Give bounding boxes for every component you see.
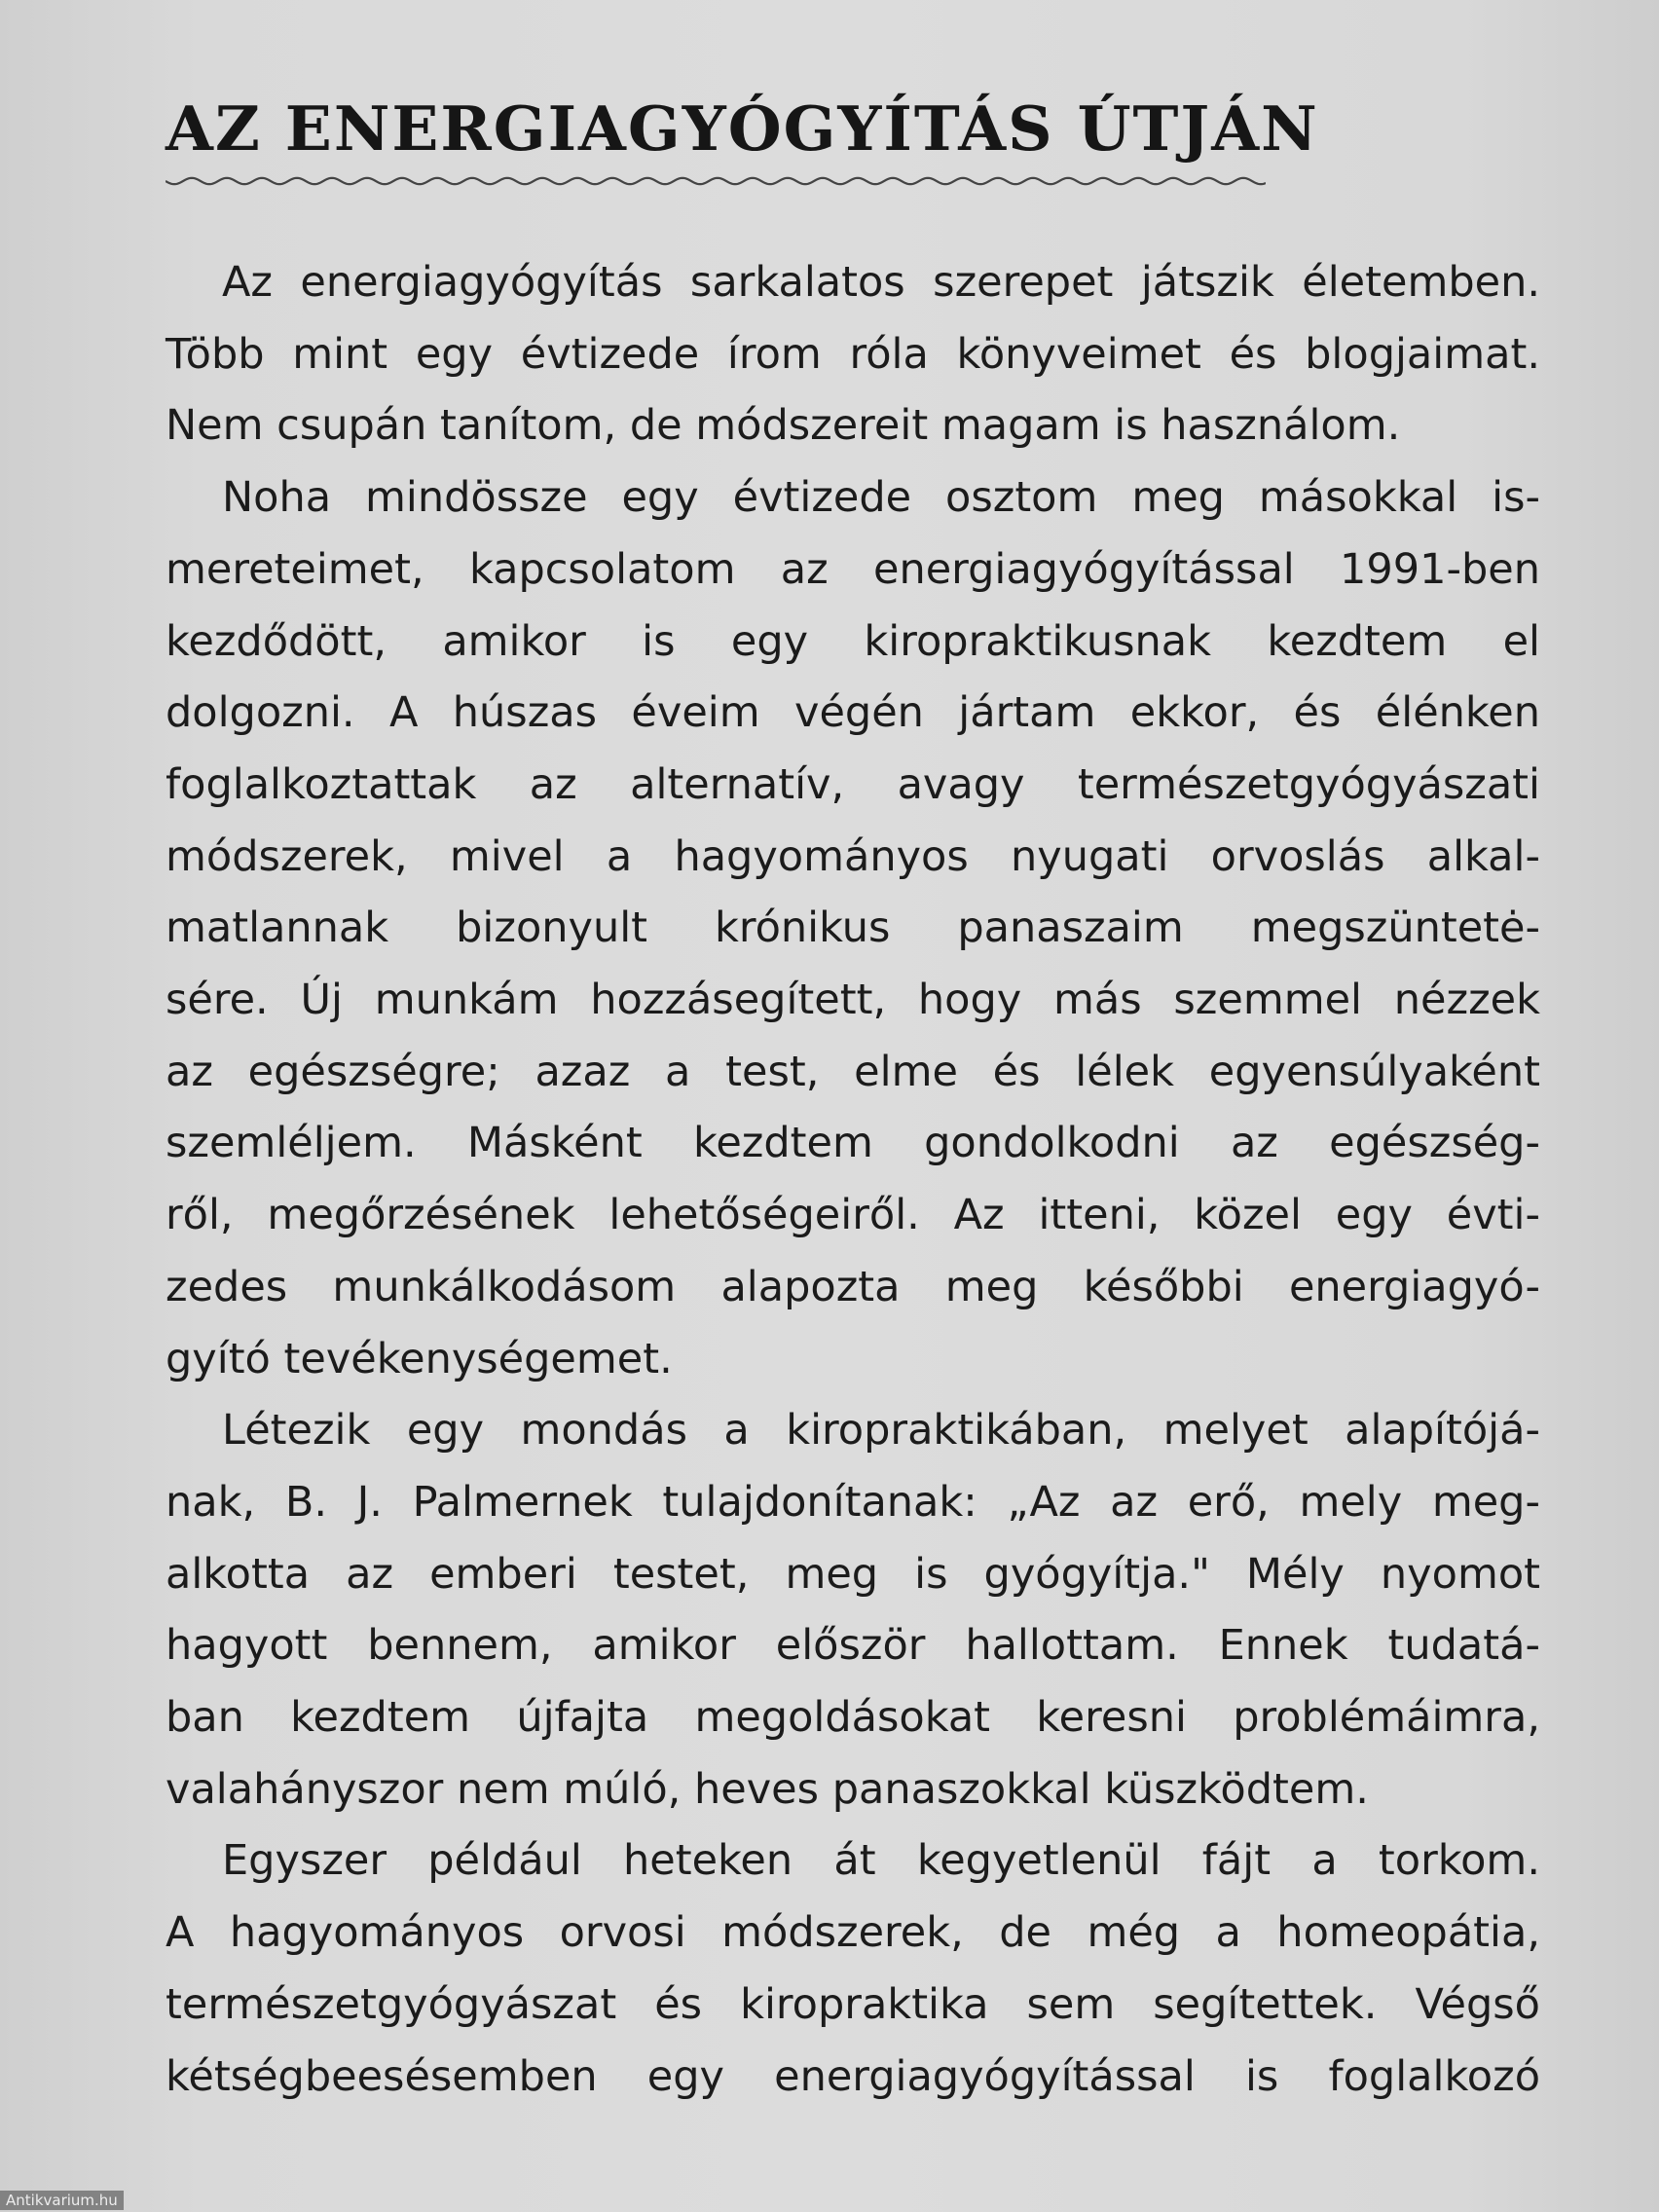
paragraph-1 bbox=[166, 247, 1540, 462]
text-line: természetgyógyászat és kiropraktika sem segítettek. Végső bbox=[166, 1979, 1540, 2029]
text-line: az egészségre; azaz a test, elme és lélek egyensúlyaként bbox=[166, 1047, 1540, 1096]
text-line: Egyszer például heteken át kegyetlenül fájt a torkom. bbox=[222, 1836, 1540, 1886]
text-line: ban kezdtem újfajta megoldásokat keresni problémáimra, bbox=[166, 1693, 1540, 1743]
text-line: foglalkoztattak az alternatív, avagy természetgyógyászati bbox=[166, 759, 1540, 809]
paragraph-3 bbox=[166, 1395, 1540, 1825]
text-line: alkotta az emberi testet, meg is gyógyítja." Mély nyomot bbox=[166, 1549, 1540, 1599]
wavy-divider-ornament bbox=[166, 171, 1266, 191]
text-line: dolgozni. A húszas éveim végén jártam ekkor, és élénken bbox=[166, 688, 1540, 738]
text-line: módszerek, mivel a hagyományos nyugati orvoslás alkal- bbox=[166, 831, 1540, 881]
text-line: Nem csupán tanítom, de módszereit magam is használom. bbox=[166, 401, 1401, 451]
text-line: matlannak bizonyult krónikus panaszaim megszüntetė- bbox=[166, 903, 1540, 953]
text-line: hagyott bennem, amikor először hallottam. Ennek tudatá- bbox=[166, 1621, 1540, 1671]
text-line: nak, B. J. Palmernek tulajdonítanak: „Az az erő, mely meg- bbox=[166, 1477, 1540, 1527]
paragraph-4 bbox=[166, 1825, 1540, 2113]
text-line: gyító tevékenységemet. bbox=[166, 1334, 673, 1383]
text-line: mereteimet, kapcsolatom az energiagyógyítással 1991-ben bbox=[166, 544, 1540, 594]
text-line: Noha mindössze egy évtizede osztom meg másokkal is- bbox=[222, 473, 1540, 523]
text-line: Létezik egy mondás a kiropraktikában, melyet alapítójá- bbox=[222, 1406, 1540, 1456]
text-line: ről, megőrzésének lehetőségeiről. Az itteni, közel egy évti- bbox=[166, 1191, 1540, 1240]
text-line: Több mint egy évtizede írom róla könyveimet és blogjaimat. bbox=[166, 329, 1540, 379]
text-line: kétségbeesésemben egy energiagyógyítással is foglalkozó bbox=[166, 2051, 1540, 2101]
text-line: Az energiagyógyítás sarkalatos szerepet játszik életemben. bbox=[222, 258, 1540, 307]
text-line: valahányszor nem múló, heves panaszokkal küszködtem. bbox=[166, 1764, 1369, 1814]
site-watermark: Antikvarium.hu bbox=[0, 2191, 124, 2210]
body-text bbox=[166, 247, 1540, 2113]
text-line: kezdődött, amikor is egy kiropraktikusnak kezdtem el bbox=[166, 616, 1540, 666]
text-line: szemléljem. Másként kezdtem gondolkodni az egészség- bbox=[166, 1119, 1540, 1168]
chapter-title: AZ ENERGIAGYÓGYÍTÁS ÚTJÁN bbox=[166, 92, 1319, 165]
paragraph-2 bbox=[166, 462, 1540, 1395]
text-line: zedes munkálkodásom alapozta meg későbbi energiagyó- bbox=[166, 1262, 1540, 1311]
text-line: A hagyományos orvosi módszerek, de még a homeopátia, bbox=[166, 1908, 1540, 1958]
text-line: sére. Új munkám hozzásegített, hogy más szemmel nézzek bbox=[166, 976, 1540, 1025]
